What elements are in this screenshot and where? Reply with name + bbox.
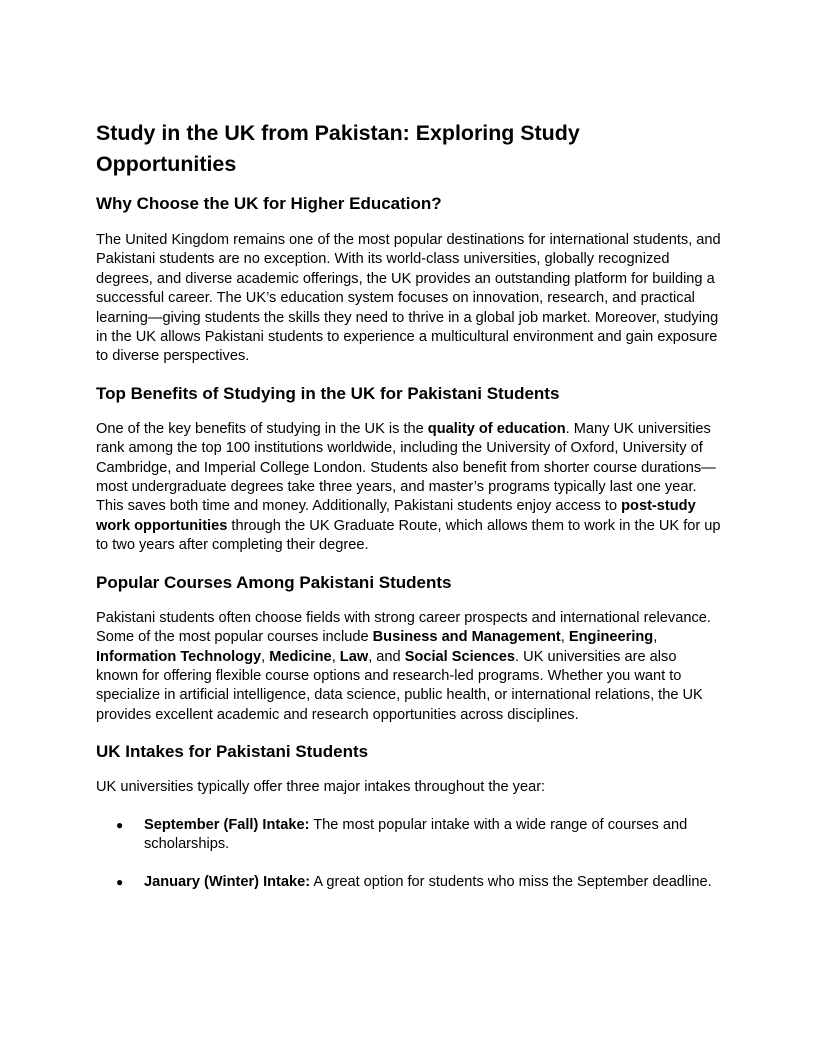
text-run: , (331, 648, 340, 665)
text-run: . Many UK universities rank among the top 100 institutions worldwide, including the University of Oxford, University of Cambridge, and Imperial College London. Students also benefit from shorter course durations—most undergraduate degrees take three years, and master’s programs typically last one year. This saves both time and money. Additionally, Pakistani students enjoy access to (96, 420, 716, 515)
paragraph-courses (96, 609, 722, 725)
bold-course: Business and Management (372, 629, 561, 646)
intakes-list (96, 816, 722, 893)
bold-course: Information Technology (96, 648, 262, 665)
document-body (96, 118, 722, 893)
heading-intakes: UK Intakes for Pakistani Students (96, 742, 369, 762)
intake-label: January (Winter) Intake: (144, 874, 311, 891)
heading-courses: Popular Courses Among Pakistani Students (96, 572, 452, 592)
paragraph-benefits (96, 420, 722, 556)
bold-quality-of-education: quality of education (427, 420, 566, 437)
page-title: Study in the UK from Pakistan: Exploring Study Opportunities (96, 121, 580, 176)
text-run: through the UK Graduate Route, which allows them to work in the UK for up to two years after completing their degree. (96, 517, 721, 554)
text-run: Pakistani students often choose fields with strong career prospects and international relevance. Some of the most popular courses include (96, 609, 711, 646)
bold-post-study-work: post-study work opportunities (96, 498, 696, 534)
bullet-icon: ● (116, 875, 124, 890)
intake-label: September (Fall) Intake: (144, 816, 310, 833)
bold-course: Medicine (269, 648, 332, 665)
bold-course: Social Sciences (404, 648, 516, 665)
bold-course: Law (339, 648, 369, 665)
bold-course: Engineering (568, 629, 654, 646)
text-run: , and (368, 648, 405, 665)
list-item (96, 873, 722, 892)
intake-text: The most popular intake with a wide range of courses and scholarships. (144, 816, 688, 852)
bullet-icon: ● (116, 817, 124, 832)
text-run: , (261, 648, 270, 665)
paragraph-intakes-intro: UK universities typically offer three major intakes throughout the year: (96, 779, 546, 796)
heading-why-uk: Why Choose the UK for Higher Education? (96, 194, 442, 213)
paragraph-why-uk: The United Kingdom remains one of the most popular destinations for international students, and Pakistani students are no exception. With its world-class universities, globally recognized degrees, and diverse academic offerings, the UK provides an outstanding platform for building a successful career. The UK’s education system focuses on innovation, research, and practical learning—giving students the skills they need to thrive in a global job market. Moreover, studying in the UK allows Pakistani students to experience a multicultural environment and gain exposure to diverse perspectives. (96, 232, 721, 365)
text-run: , (560, 629, 569, 646)
list-item (96, 816, 722, 855)
heading-benefits: Top Benefits of Studying in the UK for Pakistani Students (96, 383, 560, 403)
text-run: One of the key benefits of studying in the UK is the (96, 420, 428, 437)
intake-text: A great option for students who miss the September deadline. (310, 874, 712, 891)
text-run: . UK universities are also known for offering flexible course options and research-led programs. Whether you want to specialize in artificial intelligence, data science, public health, or international relations, the UK provides excellent academic and research opportunities across disciplines. (96, 648, 703, 723)
text-run: , (653, 629, 658, 646)
